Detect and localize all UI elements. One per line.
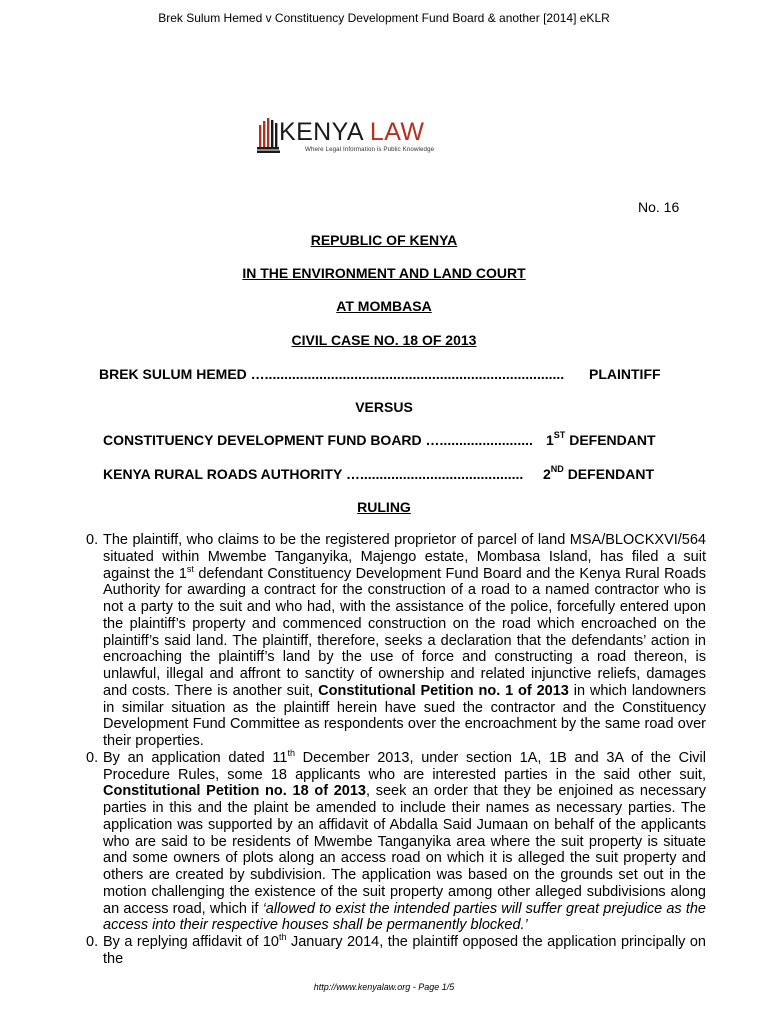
paragraph: 0. By an application dated 11th December 2013, under section 1A, 1B and 3A of the Civil Procedure Rules, some 18 applicants who are interested parties in the said other suit, Constitutional Petition no. 18 of 2013, seek an order that they be enjoined as necessary parties in this and the plaint be amended to include their names as necessary parties. The application was supported by an affidavit of Abdalla Said Jumaan on behalf of the applicants who are said to be residents of Mwembe Tanganyika area where the suit property is situate and some owners of plots along an access road on which it is alleged the suit property and others are created by subdivision. The application was based on the grounds set out in the motion challenging the existence of the suit property among other alleged subdivisions along an access road, which if ‘allowed to exist the intended parties will suffer great prejudice as the access into their respective houses shall be permanently blocked.’ (86, 747, 706, 934)
defendant-2-role: 2ND DEFENDANT (543, 464, 655, 482)
plaintiff-role: PLAINTIFF (589, 366, 661, 382)
kenya-law-logo (257, 117, 467, 159)
defendant-1-role: 1ST DEFENDANT (546, 430, 656, 448)
page-footer-link[interactable]: http://www.kenyalaw.org - Page 1/5 (313, 982, 455, 992)
logo-tagline: Where Legal Information is Public Knowledge (305, 146, 435, 153)
court-heading: IN THE ENVIRONMENT AND LAND COURT (242, 265, 526, 281)
paragraph-number: 0. (86, 934, 99, 950)
pillars-icon (257, 117, 281, 155)
versus-label: VERSUS (355, 399, 413, 415)
petition-reference: Constitutional Petition no. 1 of 2013 (318, 682, 569, 699)
case-number-heading: CIVIL CASE NO. 18 OF 2013 (291, 332, 477, 348)
paragraph: 0. The plaintiff, who claims to be the registered proprietor of parcel of land MSA/BLOCKXVI/564 situated within Mwembe Tanganyika, Majengo estate, Mombasa Island, has filed a suit against the 1st defendant Constituency Development Fund Board and the Kenya Rural Roads Authority for awarding a contract for the construction of a road to a named contractor who is not a party to the suit and who had, with the assistance of the police, forcefully entered upon the plaintiff’s property and commenced construction on the road which encroached on the plaintiff’s said land. The plaintiff, therefore, seeks a declaration that the defendants’ action in encroaching the plaintiff’s land by the use of force and constructing a road thereon, is unlawful, illegal and affront to sanctity of ownership and related injunctive reliefs, damages and costs. There is another suit, Constitutional Petition no. 1 of 2013 in which landowners in similar situation as the plaintiff herein have sued the contractor and the Constituency Development Fund Committee as respondents over the encroachment by the same road over their properties. (86, 532, 706, 749)
petition-reference: Constitutional Petition no. 18 of 2013 (103, 783, 366, 800)
quoted-ground: ‘allowed to exist the intended parties will suffer great prejudice as the access into their respective houses shall be permanently blocked.’ (103, 900, 706, 934)
plaintiff-row (99, 366, 564, 382)
plaintiff-name: BREK SULUM HEMED …............................................................................. (99, 366, 565, 382)
logo-wordmark: KENYA LAW (279, 118, 425, 146)
paragraph-number: 0. (86, 749, 99, 766)
defendant-2-row (103, 466, 523, 482)
defendant-1-name: CONSTITUENCY DEVELOPMENT FUND BOARD …........................ (103, 432, 533, 448)
defendant-1-row (103, 432, 533, 448)
ruling-paragraphs (86, 532, 706, 968)
defendant-2-name: KENYA RURAL ROADS AUTHORITY ….......................................... (103, 466, 524, 482)
paragraph-number: 0. (86, 532, 99, 548)
running-header: Brek Sulum Hemed v Constituency Development Fund Board & another [2014] eKLR (158, 11, 610, 25)
ruling-heading: RULING (357, 499, 411, 515)
location-heading: AT MOMBASA (336, 298, 432, 314)
document-number: No. 16 (638, 199, 680, 215)
paragraph: 0. By a replying affidavit of 10th January 2014, the plaintiff opposed the application principally on the (86, 932, 706, 967)
republic-heading: REPUBLIC OF KENYA (310, 232, 458, 248)
